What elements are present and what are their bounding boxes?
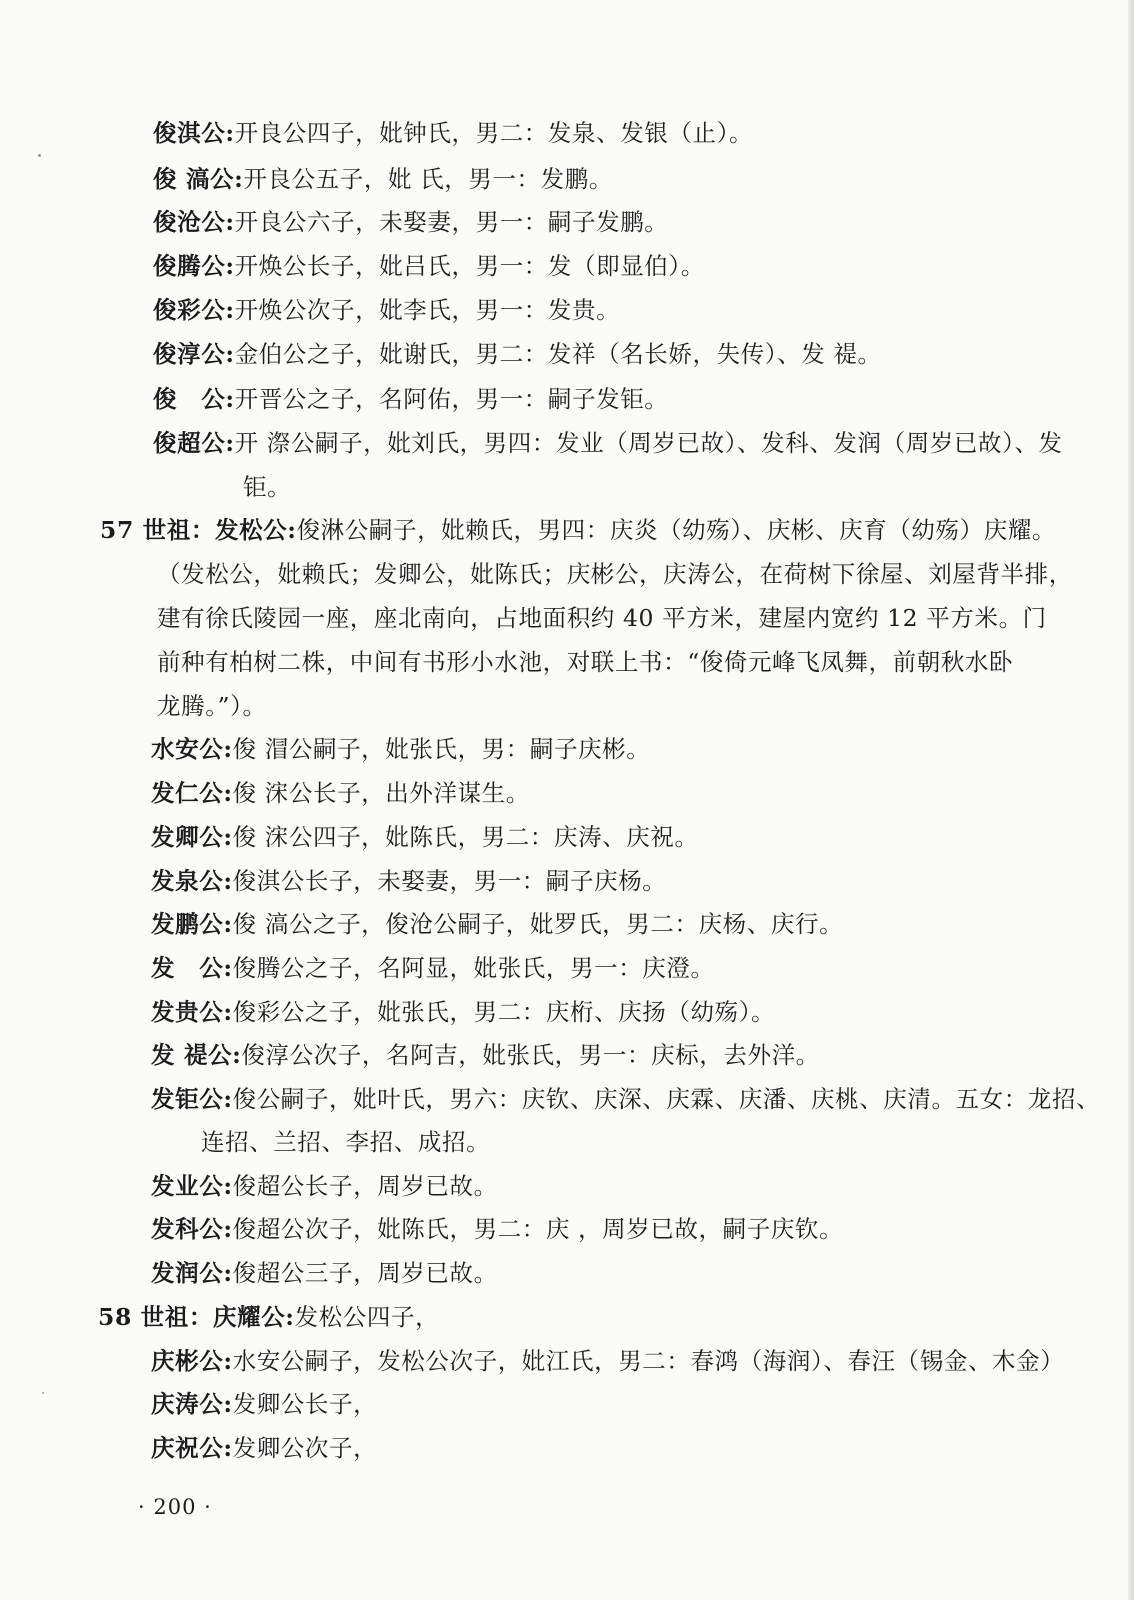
entry-name: 发 公 <box>151 954 224 982</box>
entry-text: 俊超公次子，妣陈氏，男二：庆 ，周岁已故，嗣子庆钦。 <box>232 1215 844 1243</box>
entry-line: 发卿公:俊 浨公四子，妣陈氏，男二：庆涛、庆祝。 <box>151 823 699 851</box>
entry-text: 俊 滈公之子，俊沧公嗣子，妣罗氏，男二：庆杨、庆行。 <box>232 910 844 938</box>
entry-text: 钜。 <box>243 473 292 501</box>
entry-name: 发润公 <box>151 1259 224 1287</box>
entry-line: 发仁公:俊 浨公长子，出外洋谋生。 <box>151 779 530 807</box>
entry-name: 发泉公 <box>151 867 224 895</box>
note-line <box>157 647 1013 677</box>
entry-name: 庆祝公 <box>151 1434 224 1462</box>
entry-line: 发鹏公:俊 滈公之子，俊沧公嗣子，妣罗氏，男二：庆杨、庆行。 <box>151 910 844 938</box>
entry-name: 俊 公 <box>153 385 226 413</box>
entry-name: 发鹏公 <box>151 910 224 938</box>
note-line <box>157 559 1073 589</box>
entry-text: 俊淋公嗣子，妣赖氏，男四：庆炎（幼殇）、庆彬、庆育（幼殇）庆耀。 <box>296 516 1057 544</box>
entry-line: 发润公:俊超公三子，周岁已故。 <box>151 1259 498 1287</box>
entry-name: 俊淇公 <box>153 119 226 147</box>
entry-line: 俊淳公:金伯公之子，妣谢氏，男二：发祥（名长娇，失传）、发 禔。 <box>153 340 882 368</box>
entry-text: 开焕公次子，妣李氏，男一：发贵。 <box>234 296 621 324</box>
entry-name: 发业公 <box>151 1172 224 1200</box>
continuation-line <box>243 472 291 502</box>
entry-line: 俊 滈公:开良公五子，妣 氏，男一：发鹏。 <box>153 165 613 193</box>
entry-line: 发 禔公:俊淳公次子，名阿吉，妣张氏，男一：庆标，去外洋。 <box>151 1041 820 1069</box>
entry-line: 俊沧公:开良公六子，未娶妻，男一：嗣子发鹏。 <box>153 208 669 236</box>
entry-text: 发卿公长子， <box>232 1390 378 1418</box>
entry-name: 俊超公 <box>153 429 226 457</box>
entry-name: 发 禔公 <box>151 1041 233 1069</box>
generation-label: 57 世祖： <box>100 516 215 544</box>
generation-line: 57 世祖：发松公:俊淋公嗣子，妣赖氏，男四：庆炎（幼殇）、庆彬、庆育（幼殇）庆耀。 <box>100 516 1057 544</box>
entry-text: 俊 浨公长子，出外洋谋生。 <box>232 779 530 807</box>
entry-name: 俊沧公 <box>153 208 226 236</box>
entry-name: 庆涛公 <box>151 1390 224 1418</box>
note-text: 建有徐氏陵园一座，座北南向，占地面积约 40 平方米，建屋内宽约 12 平方米。门 <box>157 604 1047 632</box>
entry-line: 俊腾公:开焕公长子，妣吕氏，男一：发（即显伯）。 <box>153 252 705 280</box>
entry-name: 发科公 <box>151 1215 224 1243</box>
scan-speck <box>38 154 41 157</box>
entry-text: 俊公嗣子，妣叶氏，男六：庆钦、庆深、庆霖、庆潘、庆桃、庆清。五女：龙招、 <box>232 1085 1101 1113</box>
entry-line: 俊超公:开 漈公嗣子，妣刘氏，男四：发业（周岁已故）、发科、发润（周岁已故）、发 <box>153 429 1063 457</box>
page-edge-shadow <box>1128 0 1134 1600</box>
entry-text: 俊淇公长子，未娶妻，男一：嗣子庆杨。 <box>232 867 667 895</box>
entry-name: 庆彬公 <box>151 1347 224 1375</box>
entry-text: 开良公四子，妣钟氏，男二：发泉、发银（止）。 <box>234 119 754 147</box>
entry-line: 发 公:俊腾公之子，名阿显，妣张氏，男一：庆澄。 <box>151 954 715 982</box>
entry-name: 发卿公 <box>151 823 224 851</box>
entry-name: 发仁公 <box>151 779 224 807</box>
entry-text: 发松公四子， <box>294 1303 440 1331</box>
entry-text: 开良公六子，未娶妻，男一：嗣子发鹏。 <box>234 208 669 236</box>
entry-text: 开 漈公嗣子，妣刘氏，男四：发业（周岁已故）、发科、发润（周岁已故）、发 <box>234 429 1063 457</box>
entry-name: 发钜公 <box>151 1085 224 1113</box>
entry-name: 俊彩公 <box>153 296 226 324</box>
entry-text: 开焕公长子，妣吕氏，男一：发（即显伯）。 <box>234 252 705 280</box>
entry-text: 俊超公三子，周岁已故。 <box>232 1259 498 1287</box>
entry-line: 发贵公:俊彩公之子，妣张氏，男二：庆桁、庆扬（幼殇）。 <box>151 998 776 1026</box>
entry-name: 庆耀公 <box>212 1303 286 1331</box>
scan-speck <box>42 1392 44 1394</box>
generation-line: 58 世祖：庆耀公:发松公四子， <box>98 1303 440 1331</box>
note-line <box>157 603 1047 633</box>
entry-text: 俊腾公之子，名阿显，妣张氏，男一：庆澄。 <box>232 954 715 982</box>
entry-text: 俊彩公之子，妣张氏，男二：庆桁、庆扬（幼殇）。 <box>232 998 776 1026</box>
entry-text: 俊 㴘公嗣子，妣张氏，男：嗣子庆彬。 <box>232 735 651 763</box>
entry-line: 发泉公:俊淇公长子，未娶妻，男一：嗣子庆杨。 <box>151 867 667 895</box>
entry-text: 开晋公之子，名阿佑，男一：嗣子发钜。 <box>234 385 669 413</box>
entry-line: 水安公:俊 㴘公嗣子，妣张氏，男：嗣子庆彬。 <box>151 735 651 763</box>
entry-text: 金伯公之子，妣谢氏，男二：发祥（名长娇，失传）、发 禔。 <box>234 340 882 368</box>
entry-line: 俊淇公:开良公四子，妣钟氏，男二：发泉、发银（止）。 <box>153 119 754 147</box>
entry-line: 庆祝公:发卿公次子， <box>151 1434 378 1462</box>
entry-text: 俊超公长子，周岁已故。 <box>232 1172 498 1200</box>
entry-name: 俊 滈公 <box>153 165 235 193</box>
entry-text: 俊淳公次子，名阿吉，妣张氏，男一：庆标，去外洋。 <box>241 1041 820 1069</box>
entry-line: 发科公:俊超公次子，妣陈氏，男二：庆 ，周岁已故，嗣子庆钦。 <box>151 1215 844 1243</box>
continuation-line <box>201 1127 490 1157</box>
note-text: 龙腾。”）。 <box>157 692 267 720</box>
entry-line: 庆涛公:发卿公长子， <box>151 1390 378 1418</box>
generation-label: 58 世祖： <box>98 1303 213 1331</box>
entry-name: 水安公 <box>151 735 224 763</box>
entry-text: 连招、兰招、李招、成招。 <box>201 1128 491 1156</box>
entry-line: 俊 公:开晋公之子，名阿佑，男一：嗣子发钜。 <box>153 385 669 413</box>
entry-name: 俊淳公 <box>153 340 226 368</box>
entry-text: 水安公嗣子，发松公次子，妣江氏，男二：春鸿（海润）、春汪（锡金、木金） <box>232 1347 1065 1375</box>
entry-name: 发松公 <box>214 516 288 544</box>
entry-line: 发业公:俊超公长子，周岁已故。 <box>151 1172 498 1200</box>
entry-name: 俊腾公 <box>153 252 226 280</box>
entry-line: 俊彩公:开焕公次子，妣李氏，男一：发贵。 <box>153 296 621 324</box>
page-number: · 200 · <box>138 1495 212 1519</box>
entry-line: 发钜公:俊公嗣子，妣叶氏，男六：庆钦、庆深、庆霖、庆潘、庆桃、庆清。五女：龙招、 <box>151 1085 1101 1113</box>
note-line <box>157 691 267 721</box>
note-text: 前种有柏树二株，中间有书形小水池，对联上书：“俊倚元峰飞凤舞，前朝秋水卧 <box>157 648 1014 676</box>
entry-name: 发贵公 <box>151 998 224 1026</box>
note-text: （发松公，妣赖氏；发卿公，妣陈氏；庆彬公，庆涛公，在荷树下徐屋、刘屋背半排， <box>157 560 1073 588</box>
entry-text: 俊 浨公四子，妣陈氏，男二：庆涛、庆祝。 <box>232 823 699 851</box>
entry-text: 发卿公次子， <box>232 1434 378 1462</box>
entry-text: 开良公五子，妣 氏，男一：发鹏。 <box>243 165 613 193</box>
entry-line: 庆彬公:水安公嗣子，发松公次子，妣江氏，男二：春鸿（海润）、春汪（锡金、木金） <box>151 1347 1065 1375</box>
